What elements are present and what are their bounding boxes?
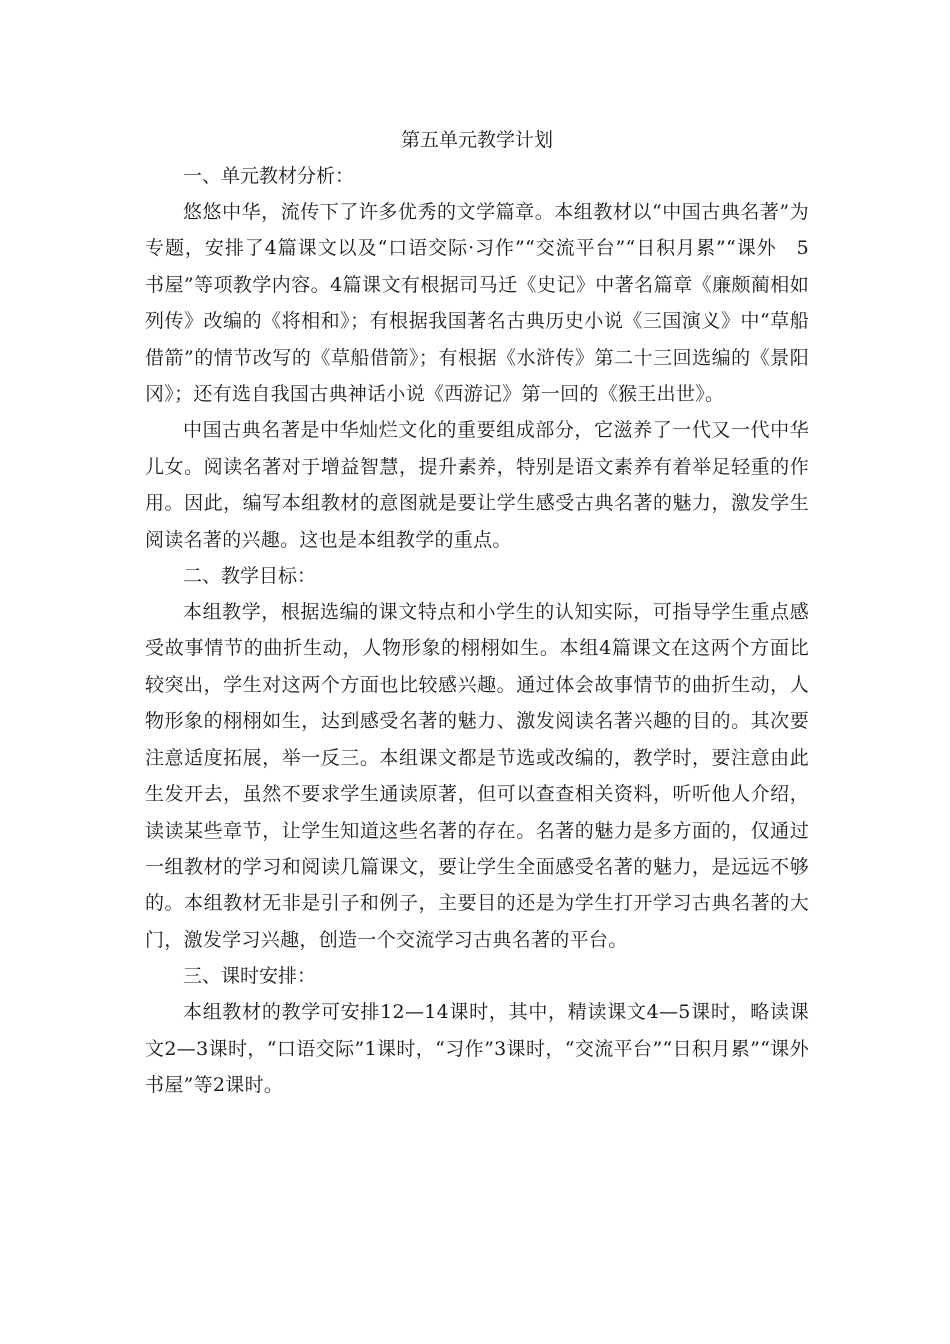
section-heading-schedule: 三、课时安排： — [183, 965, 317, 988]
document-title: 第五单元教学计划 — [400, 129, 553, 151]
paragraph-analysis-2: 中国古典名著是中华灿烂文化的重要组成部分，它滋养了一代又一代中华儿女。阅读名著对于增益智慧，提升素养，特别是语文素养有着举足轻重的作用。因此，编写本组教材的意图就是要让学生感受古典名著的魅力，激发学生阅读名著的兴趣。这也是本组教学的重点。 — [145, 419, 809, 551]
section-heading-analysis: 一、单元教材分析： — [183, 165, 355, 187]
paragraph-analysis-1: 悠悠中华，流传下了许多优秀的文学篇章。本组教材以“中国古典名著”为专题，安排了4篇课文以及“口语交际·习作”“交流平台”“日积月累”“课外 5 书屋”等项教学内容。4篇课文有根据司马迁《史记》中著名篇章《廉颇蔺相如列传》改编的《将相和》；有根据我国著名古典历史小说《三国演义》中“草船借箭”的情节改写的《草船借箭》；有根据《水浒传》第二十三回选编的《景阳冈》；还有选自我国古典神话小说《西游记》第一回的《猴王出世》。 — [145, 201, 829, 406]
paragraph-schedule-1: 本组教材的教学可安排12—14课时，其中，精读课文4—5课时，略读课文2—3课时，“口语交际”1课时，“习作”3课时，“交流平台”“日积月累”“课外书屋”等2课时。 — [145, 1001, 809, 1096]
document-body — [145, 122, 829, 1103]
section-heading-goals: 二、教学目标： — [183, 565, 317, 588]
paragraph-goals-1: 本组教学，根据选编的课文特点和小学生的认知实际，可指导学生重点感受故事情节的曲折生动，人物形象的栩栩如生。本组4篇课文在这两个方面比较突出，学生对这两个方面也比较感兴趣。通过体会故事情节的曲折生动，人物形象的栩栩如生，达到感受名著的魅力、激发阅读名著兴趣的目的。其次要注意适度拓展，举一反三。本组课文都是节选或改编的，教学时，要注意由此生发开去，虽然不要求学生通读原著，但可以查查相关资料，听听他人介绍，读读某些章节，让学生知道这些名著的存在。名著的魅力是多方面的，仅通过一组教材的学习和阅读几篇课文，要让学生全面感受名著的魅力，是远远不够的。本组教材无非是引子和例子，主要目的还是为学生打开学习古典名著的大门，激发学习兴趣，创造一个交流学习古典名著的平台。 — [145, 601, 809, 951]
